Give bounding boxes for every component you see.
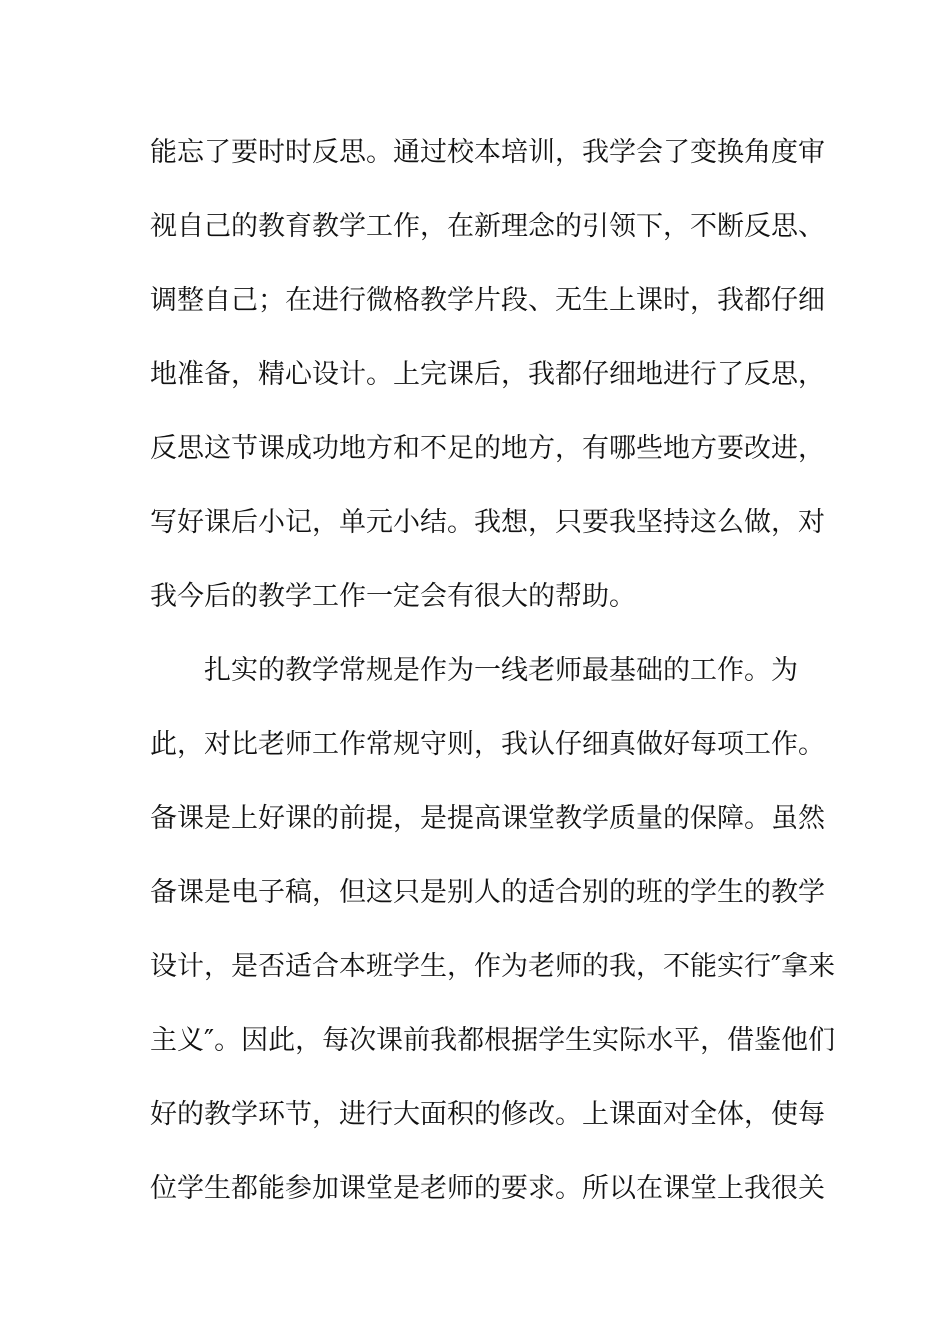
text-line: 备课是上好课的前提，是提高课堂教学质量的保障。虽然 — [150, 803, 825, 834]
text-line: 主义″。因此，每次课前我都根据学生实际水平，借鉴他们 — [150, 1025, 836, 1056]
text-line: 能忘了要时时反思。通过校本培训，我学会了变换角度审 — [150, 137, 825, 168]
text-line: 反思这节课成功地方和不足的地方，有哪些地方要改进， — [150, 433, 825, 464]
text-line: 写好课后小记，单元小结。我想，只要我坚持这么做，对 — [150, 507, 825, 538]
text-line: 此，对比老师工作常规守则，我认仔细真做好每项工作。 — [150, 729, 825, 760]
text-line: 地准备，精心设计。上完课后，我都仔细地进行了反思， — [150, 359, 825, 390]
text-line: 位学生都能参加课堂是老师的要求。所以在课堂上我很关 — [150, 1173, 825, 1204]
paragraph-first-line: 扎实的教学常规是作为一线老师最基础的工作。为 — [204, 655, 798, 686]
text-line: 设计，是否适合本班学生，作为老师的我，不能实行″拿来 — [150, 951, 836, 982]
text-line: 调整自己；在进行微格教学片段、无生上课时，我都仔细 — [150, 285, 825, 316]
text-line: 视自己的教育教学工作，在新理念的引领下，不断反思、 — [150, 211, 825, 242]
text-line: 我今后的教学工作一定会有很大的帮助。 — [150, 581, 636, 612]
text-line: 好的教学环节，进行大面积的修改。上课面对全体，使每 — [150, 1099, 825, 1130]
text-line: 备课是电子稿，但这只是别人的适合别的班的学生的教学 — [150, 877, 825, 908]
